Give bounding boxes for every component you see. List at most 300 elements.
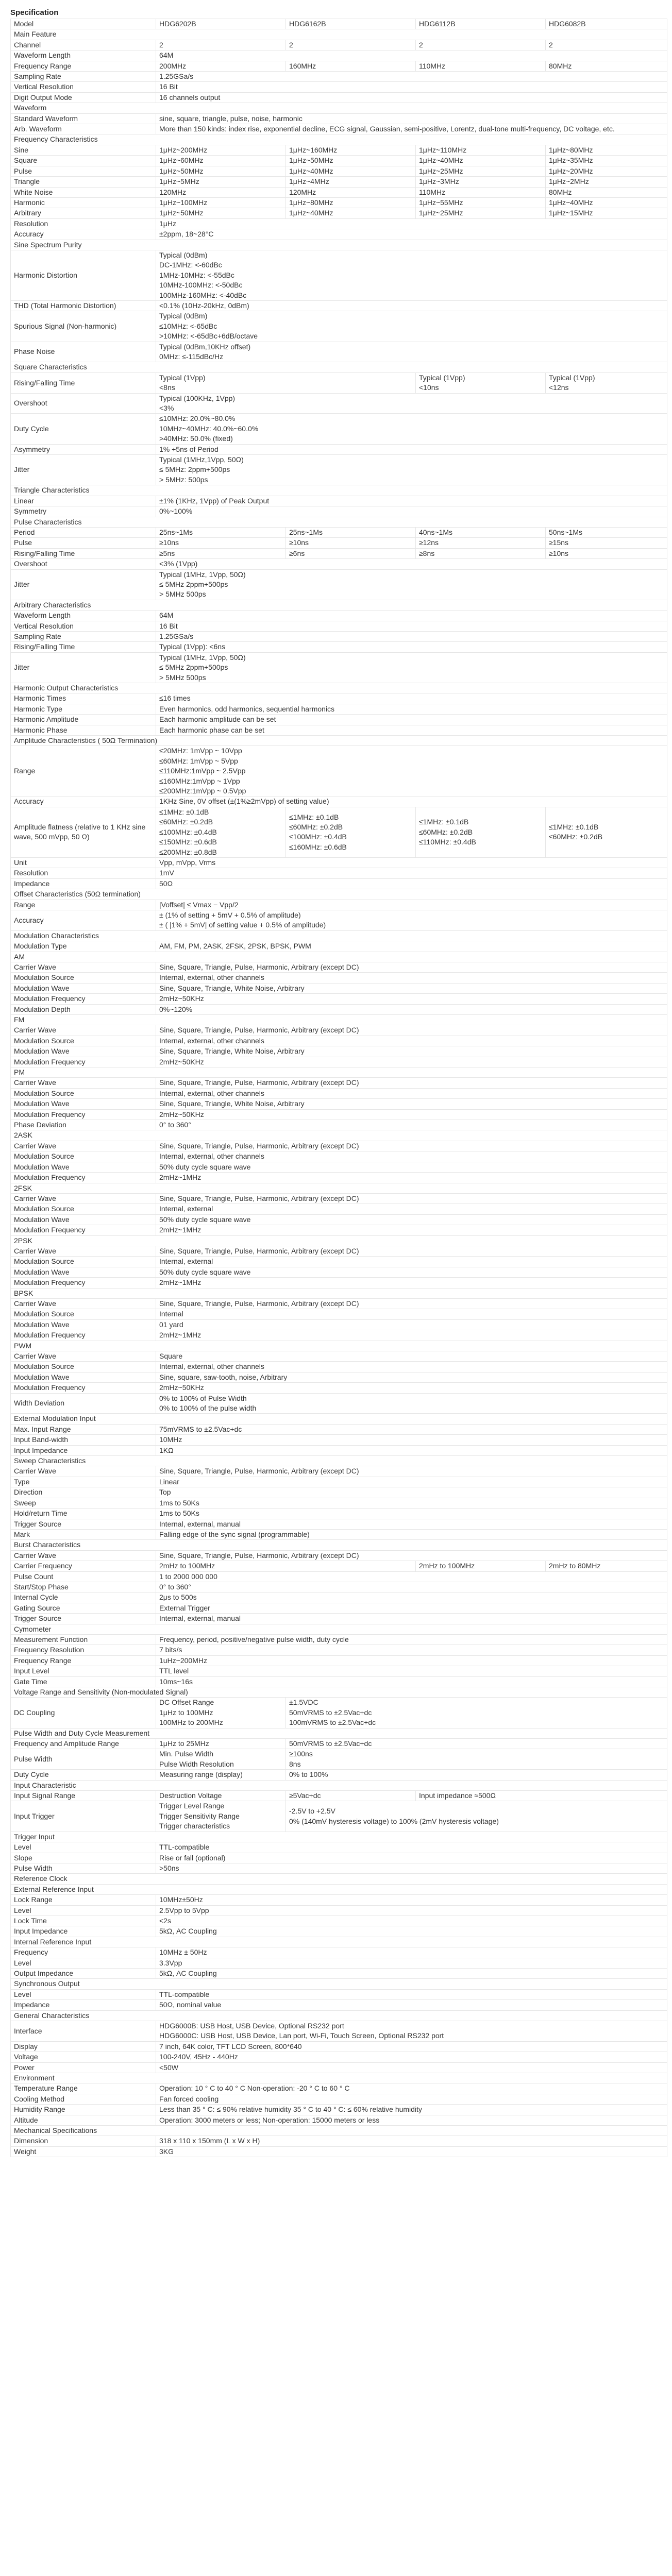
spec-value: ≥100ns 8ns (286, 1749, 667, 1770)
spec-value: 2 (416, 40, 546, 50)
spec-label: Arb. Waveform (11, 124, 156, 134)
spec-label: Modulation Frequency (11, 1057, 156, 1067)
table-row (11, 1046, 667, 1057)
table-row (11, 1487, 667, 1498)
table-row (11, 1298, 667, 1309)
spec-value: 2 (156, 40, 286, 50)
spec-label: Level (11, 1842, 156, 1853)
spec-value: 5kΩ, AC Coupling (156, 1926, 667, 1937)
spec-label: Modulation Depth (11, 1004, 156, 1014)
spec-value: 10ms~16s (156, 1676, 667, 1687)
spec-label: Jitter (11, 569, 156, 600)
spec-value: 1μHz~80MHz (546, 145, 667, 155)
spec-value: ≤16 times (156, 693, 667, 704)
section-row (11, 134, 667, 145)
table-row (11, 1257, 667, 1267)
spec-value: AM, FM, PM, 2ASK, 2FSK, 2PSK, BPSK, PWM (156, 941, 667, 952)
spec-value: TTL-compatible (156, 1989, 667, 1999)
section-title: AM (11, 952, 667, 962)
spec-label: Amplitude flatness (relative to 1 KHz sine wave, 500 mVpp, 50 Ω) (11, 807, 156, 857)
section-row (11, 2126, 667, 2136)
table-row (11, 1916, 667, 1926)
spec-value: 2 (546, 40, 667, 50)
table-row (11, 1655, 667, 1666)
spec-label: Accuracy (11, 796, 156, 807)
spec-label: Frequency Range (11, 61, 156, 71)
spec-label: Modulation Frequency (11, 1173, 156, 1183)
table-row (11, 569, 667, 600)
spec-value: 25ns~1Ms (286, 527, 416, 537)
table-row (11, 1853, 667, 1863)
spec-value: 0%~100% (156, 506, 667, 517)
spec-label: Arbitrary (11, 208, 156, 218)
spec-value: Sine, Square, Triangle, Pulse, Harmonic, Arbitrary (except DC) (156, 1141, 667, 1151)
spec-label: Power (11, 2062, 156, 2073)
table-row (11, 1561, 667, 1571)
spec-label: Accuracy (11, 229, 156, 240)
table-row (11, 1120, 667, 1130)
table-row (11, 725, 667, 735)
table-row (11, 82, 667, 92)
section-title: Square Characteristics (11, 362, 667, 372)
page-title: Specification (10, 8, 59, 17)
table-row (11, 208, 667, 218)
spec-label: Carrier Wave (11, 1141, 156, 1151)
table-row (11, 642, 667, 652)
table-row (11, 1905, 667, 1916)
table-row (11, 910, 667, 930)
spec-label: Pulse Width (11, 1863, 156, 1873)
section-title: Pulse Width and Duty Cycle Measurement (11, 1728, 667, 1738)
spec-value: 50Ω, nominal value (156, 2000, 667, 2010)
spec-label: Duty Cycle (11, 414, 156, 444)
table-row (11, 807, 667, 857)
table-row (11, 611, 667, 621)
spec-label: Modulation Source (11, 1088, 156, 1098)
section-row (11, 600, 667, 610)
section-row (11, 1979, 667, 1989)
section-row (11, 1884, 667, 1894)
spec-label: Rising/Falling Time (11, 642, 156, 652)
spec-label: Harmonic Times (11, 693, 156, 704)
spec-value: Internal, external, other channels (156, 1088, 667, 1098)
spec-value: 1μHz~80MHz (286, 197, 416, 208)
table-row (11, 1372, 667, 1382)
spec-value: ≥15ns (546, 538, 667, 548)
table-row (11, 1926, 667, 1937)
spec-label: Carrier Wave (11, 1466, 156, 1477)
spec-value: Typical (1MHz, 1Vpp, 50Ω) ≤ 5MHz 2ppm+500ps > 5MHz 500ps (156, 652, 667, 683)
section-title: PWM (11, 1341, 667, 1351)
spec-label: Frequency Range (11, 1655, 156, 1666)
table-row (11, 50, 667, 61)
spec-label: Carrier Wave (11, 1193, 156, 1204)
spec-value: <50W (156, 2062, 667, 2073)
spec-value: Typical (0dBm) ≤10MHz: <-65dBc >10MHz: <-65dBc+6dB/octave (156, 311, 667, 342)
spec-label: Temperature Range (11, 2083, 156, 2094)
spec-label: Dimension (11, 2136, 156, 2146)
spec-value: ±2ppm, 18~28°C (156, 229, 667, 240)
spec-value: Typical (100KHz, 1Vpp) <3% (156, 393, 667, 414)
spec-value: ≥10ns (286, 538, 416, 548)
table-row (11, 652, 667, 683)
table-row (11, 393, 667, 414)
table-row (11, 1571, 667, 1582)
spec-label: Carrier Wave (11, 1078, 156, 1088)
spec-value: 1μHz~20MHz (546, 166, 667, 176)
spec-value: External Trigger (156, 1603, 667, 1613)
spec-value: 16 Bit (156, 82, 667, 92)
table-row (11, 973, 667, 983)
spec-value: Sine, Square, Triangle, Pulse, Harmonic, Arbitrary (except DC) (156, 1466, 667, 1477)
spec-value: HDG6112B (416, 19, 546, 29)
table-row (11, 72, 667, 82)
spec-label: Start/Stop Phase (11, 1582, 156, 1592)
table-row (11, 145, 667, 155)
spec-label: Sampling Rate (11, 72, 156, 82)
spec-value: 1μHz~15MHz (546, 208, 667, 218)
spec-value: 3KG (156, 2146, 667, 2157)
table-row (11, 2021, 667, 2042)
table-row (11, 2052, 667, 2062)
table-row (11, 693, 667, 704)
spec-value: Internal (156, 1309, 667, 1319)
section-title: Pulse Characteristics (11, 517, 667, 527)
spec-label: Output Impedance (11, 1968, 156, 1978)
spec-value: 1μHz~35MHz (546, 156, 667, 166)
table-row (11, 1351, 667, 1362)
spec-label: Carrier Frequency (11, 1561, 156, 1571)
spec-value: Typical (1MHz, 1Vpp, 50Ω) ≤ 5MHz 2ppm+500ps > 5MHz 500ps (156, 569, 667, 600)
spec-value: 7 inch, 64K color, TFT LCD Screen, 800*640 (156, 2041, 667, 2052)
spec-value: 1μHz~4MHz (286, 177, 416, 187)
spec-value: 110MHz (416, 61, 546, 71)
section-row (11, 683, 667, 693)
table-row (11, 414, 667, 444)
spec-value: 2mHz~1MHz (156, 1225, 667, 1235)
spec-label: Modulation Wave (11, 1214, 156, 1225)
table-row (11, 1162, 667, 1172)
spec-value: TTL-compatible (156, 1842, 667, 1853)
spec-value: Typical (1Vpp) <12ns (546, 372, 667, 393)
spec-table (10, 19, 667, 2157)
table-row (11, 61, 667, 71)
spec-value: 1uHz~200MHz (156, 1655, 667, 1666)
spec-value: ≤1MHz: ±0.1dB ≤60MHz: ±0.2dB ≤100MHz: ±0.4dB ≤160MHz: ±0.6dB (286, 807, 416, 857)
spec-label: Frequency and Amplitude Range (11, 1739, 156, 1749)
spec-label: Carrier Wave (11, 1351, 156, 1362)
table-row (11, 229, 667, 240)
spec-value: ≤20MHz: 1mVpp ~ 10Vpp ≤60MHz: 1mVpp ~ 5Vpp ≤110MHz:1mVpp ~ 2.5Vpp ≤160MHz:1mVpp ~ 1Vpp ≤200MHz:1mVpp ~ 0.5Vpp (156, 746, 667, 796)
section-title: 2FSK (11, 1183, 667, 1193)
spec-value: 1.25GSa/s (156, 631, 667, 641)
spec-value: 1μHz~3MHz (416, 177, 546, 187)
table-row (11, 1109, 667, 1120)
spec-label: Accuracy (11, 910, 156, 930)
spec-value: Typical (1Vpp) <10ns (416, 372, 546, 393)
spec-value: Typical (1Vpp): <6ns (156, 642, 667, 652)
table-row (11, 1958, 667, 1968)
spec-label: Input Signal Range (11, 1791, 156, 1801)
spec-value: HDG6000B: USB Host, USB Device, Optional RS232 port HDG6000C: USB Host, USB Device, Lan port, Wi-Fi, Touch Screen, Optional RS232 port (156, 2021, 667, 2042)
spec-label: Modulation Frequency (11, 1383, 156, 1393)
table-row (11, 857, 667, 868)
spec-value: 100-240V, 45Hz - 440Hz (156, 2052, 667, 2062)
spec-label: Phase Deviation (11, 1120, 156, 1130)
table-row (11, 1645, 667, 1655)
section-row (11, 1832, 667, 1842)
spec-label: Input Impedance (11, 1926, 156, 1937)
spec-value: 0° to 360° (156, 1120, 667, 1130)
table-row (11, 1529, 667, 1539)
spec-value: 50% duty cycle square wave (156, 1162, 667, 1172)
spec-label: Pulse Count (11, 1571, 156, 1582)
spec-value: Sine, Square, Triangle, White Noise, Arbitrary (156, 983, 667, 993)
table-row (11, 900, 667, 910)
table-row (11, 1466, 667, 1477)
section-row (11, 1456, 667, 1466)
spec-value: 25ns~1Ms (156, 527, 286, 537)
spec-value: 50mVRMS to ±2.5Vac+dc (286, 1739, 667, 1749)
spec-label: Lock Range (11, 1895, 156, 1905)
spec-value: 1μHz (156, 218, 667, 229)
spec-value: Typical (1MHz,1Vpp, 50Ω) ≤ 5MHz: 2ppm+500ps > 5MHz: 500ps (156, 455, 667, 485)
table-row (11, 1509, 667, 1519)
table-row (11, 1989, 667, 1999)
spec-label: Channel (11, 40, 156, 50)
table-row (11, 1036, 667, 1046)
table-row (11, 1267, 667, 1277)
spec-label: DC Coupling (11, 1698, 156, 1728)
spec-value: 1μHz~50MHz (156, 208, 286, 218)
table-row (11, 113, 667, 124)
spec-value: 1μHz~55MHz (416, 197, 546, 208)
spec-value: Typical (0dBm) DC-1MHz: <-60dBc 1MHz-10MHz: <-55dBc 10MHz-100MHz: <-50dBc 100MHz-160MHz: <-40dBc (156, 250, 667, 300)
section-row (11, 1130, 667, 1141)
spec-value: >50ns (156, 1863, 667, 1873)
spec-label: Impedance (11, 878, 156, 889)
table-row (11, 1362, 667, 1372)
spec-label: Asymmetry (11, 444, 156, 454)
table-row (11, 1319, 667, 1330)
spec-label: Waveform Length (11, 611, 156, 621)
spec-label: Modulation Frequency (11, 994, 156, 1004)
section-title: Sweep Characteristics (11, 1456, 667, 1466)
table-row (11, 1842, 667, 1853)
spec-value: Square (156, 1351, 667, 1362)
spec-value: 50% duty cycle square wave (156, 1214, 667, 1225)
table-row (11, 1863, 667, 1873)
table-row (11, 1770, 667, 1780)
spec-value: 1μHz to 25MHz (156, 1739, 286, 1749)
spec-value: 1ms to 50Ks (156, 1498, 667, 1508)
spec-value: Internal, external (156, 1257, 667, 1267)
spec-value: 64M (156, 611, 667, 621)
spec-label: Carrier Wave (11, 1298, 156, 1309)
spec-value: ≤1MHz: ±0.1dB ≤60MHz: ±0.2dB ≤110MHz: ±0.4dB (416, 807, 546, 857)
spec-label: Voltage (11, 2052, 156, 2062)
section-row (11, 889, 667, 900)
table-row (11, 166, 667, 176)
spec-label: Modulation Wave (11, 1372, 156, 1382)
spec-label: Jitter (11, 455, 156, 485)
spec-value: Internal, external (156, 1204, 667, 1214)
spec-value: 0%~120% (156, 1004, 667, 1014)
spec-label: Waveform Length (11, 50, 156, 61)
spec-label: Vertical Resolution (11, 621, 156, 631)
table-row (11, 1151, 667, 1162)
spec-value: Sine, Square, Triangle, White Noise, Arbitrary (156, 1099, 667, 1109)
table-row (11, 704, 667, 714)
table-row (11, 796, 667, 807)
spec-value: ±1% (1KHz, 1Vpp) of Peak Output (156, 496, 667, 506)
section-title: General Characteristics (11, 2010, 667, 2021)
spec-value: 1μHz~160MHz (286, 145, 416, 155)
spec-label: Modulation Frequency (11, 1278, 156, 1288)
spec-value: 0° to 360° (156, 1582, 667, 1592)
table-row (11, 1739, 667, 1749)
spec-label: Modulation Source (11, 1036, 156, 1046)
spec-value: Rise or fall (optional) (156, 1853, 667, 1863)
section-row (11, 1288, 667, 1298)
spec-value: 1 to 2000 000 000 (156, 1571, 667, 1582)
spec-value: |Voffset| ≤ Vmax − Vpp/2 (156, 900, 667, 910)
spec-label: Square (11, 156, 156, 166)
table-row (11, 1141, 667, 1151)
spec-label: Mark (11, 1529, 156, 1539)
spec-value: ± (1% of setting + 5mV + 0.5% of amplitude) ± ( |1% + 5mV| of setting value + 0.5% of amplitude) (156, 910, 667, 930)
spec-value: ≥10ns (546, 548, 667, 558)
spec-label: Pulse (11, 166, 156, 176)
spec-value: Top (156, 1487, 667, 1498)
spec-value: 2mHz to 80MHz (546, 1561, 667, 1571)
table-row (11, 197, 667, 208)
spec-value: 120MHz (156, 187, 286, 197)
section-title: Burst Characteristics (11, 1540, 667, 1550)
table-row (11, 372, 667, 393)
spec-value: HDG6202B (156, 19, 286, 29)
table-row (11, 2146, 667, 2157)
table-row (11, 2136, 667, 2146)
section-title: Internal Reference Input (11, 1937, 667, 1947)
spec-label: Spurious Signal (Non-harmonic) (11, 311, 156, 342)
spec-value: Operation: 3000 meters or less; Non-operation: 15000 meters or less (156, 2115, 667, 2125)
table-row (11, 1968, 667, 1978)
table-row (11, 1592, 667, 1603)
spec-label: Modulation Source (11, 1257, 156, 1267)
table-row (11, 1246, 667, 1256)
section-title: Trigger Input (11, 1832, 667, 1842)
header-row (11, 19, 667, 29)
spec-value: Sine, Square, Triangle, Pulse, Harmonic, Arbitrary (except DC) (156, 1550, 667, 1561)
section-title: Mechanical Specifications (11, 2126, 667, 2136)
table-row (11, 1477, 667, 1487)
spec-label: Modulation Frequency (11, 1330, 156, 1341)
spec-value: 2mHz~1MHz (156, 1330, 667, 1341)
spec-label: Sweep (11, 1498, 156, 1508)
table-row (11, 1214, 667, 1225)
spec-value: DC Offset Range 1μHz to 100MHz 100MHz to 200MHz (156, 1698, 286, 1728)
table-row (11, 1634, 667, 1645)
spec-value: 110MHz (416, 187, 546, 197)
spec-value: sine, square, triangle, pulse, noise, harmonic (156, 113, 667, 124)
spec-label: Frequency Resolution (11, 1645, 156, 1655)
table-row (11, 2083, 667, 2094)
spec-label: Weight (11, 2146, 156, 2157)
spec-label: Phase Noise (11, 342, 156, 362)
spec-label: Modulation Wave (11, 1099, 156, 1109)
spec-value: <2s (156, 1916, 667, 1926)
spec-value: Trigger Level Range Trigger Sensitivity Range Trigger characteristics (156, 1801, 286, 1832)
section-title: Input Characteristic (11, 1780, 667, 1790)
table-row (11, 1225, 667, 1235)
spec-label: Level (11, 1989, 156, 1999)
spec-value: 75mVRMS to ±2.5Vac+dc (156, 1424, 667, 1434)
spec-value: 1KΩ (156, 1445, 667, 1455)
table-row (11, 1676, 667, 1687)
spec-value: Sine, Square, Triangle, Pulse, Harmonic, Arbitrary (except DC) (156, 1078, 667, 1088)
section-title: BPSK (11, 1288, 667, 1298)
section-title: External Reference Input (11, 1884, 667, 1894)
spec-label: Sampling Rate (11, 631, 156, 641)
spec-label: Frequency (11, 1947, 156, 1958)
spec-label: Measurement Function (11, 1634, 156, 1645)
table-row (11, 1498, 667, 1508)
spec-value: 2mHz to 100MHz (156, 1561, 416, 1571)
spec-value: 0% to 100% (286, 1770, 667, 1780)
spec-label: Display (11, 2041, 156, 2052)
spec-label: Lock Time (11, 1916, 156, 1926)
spec-value: 1μHz~60MHz (156, 156, 286, 166)
table-row (11, 548, 667, 558)
spec-value: Internal, external, other channels (156, 973, 667, 983)
spec-label: Harmonic Amplitude (11, 715, 156, 725)
spec-value: Input impedance ≈500Ω (416, 1791, 667, 1801)
spec-value: 2μs to 500s (156, 1592, 667, 1603)
section-row (11, 1015, 667, 1025)
section-row (11, 2073, 667, 2083)
spec-value: Sine, Square, Triangle, Pulse, Harmonic, Arbitrary (except DC) (156, 1193, 667, 1204)
spec-value: ≥5ns (156, 548, 286, 558)
spec-value: 16 channels output (156, 92, 667, 103)
table-row (11, 506, 667, 517)
spec-value: Sine, Square, Triangle, White Noise, Arbitrary (156, 1046, 667, 1057)
spec-value: 50Ω (156, 878, 667, 889)
spec-value: ≤1MHz: ±0.1dB ≤60MHz: ±0.2dB (546, 807, 667, 857)
table-row (11, 1666, 667, 1676)
table-row (11, 1614, 667, 1624)
table-row (11, 631, 667, 641)
spec-value: 10MHz (156, 1435, 667, 1445)
section-title: Environment (11, 2073, 667, 2083)
spec-label: Altitude (11, 2115, 156, 2125)
table-row (11, 1078, 667, 1088)
spec-value: Internal, external, manual (156, 1614, 667, 1624)
spec-value: 01 yard (156, 1319, 667, 1330)
spec-label: Modulation Frequency (11, 1109, 156, 1120)
table-row (11, 1947, 667, 1958)
spec-value: 40ns~1Ms (416, 527, 546, 537)
spec-value: 1μHz~25MHz (416, 208, 546, 218)
section-row (11, 517, 667, 527)
spec-value: 16 Bit (156, 621, 667, 631)
spec-label: Gating Source (11, 1603, 156, 1613)
spec-label: Modulation Source (11, 1362, 156, 1372)
spec-value: 2 (286, 40, 416, 50)
table-row (11, 878, 667, 889)
spec-value: -2.5V to +2.5V 0% (140mV hysteresis voltage) to 100% (2mV hysteresis voltage) (286, 1801, 667, 1832)
table-row (11, 1424, 667, 1434)
